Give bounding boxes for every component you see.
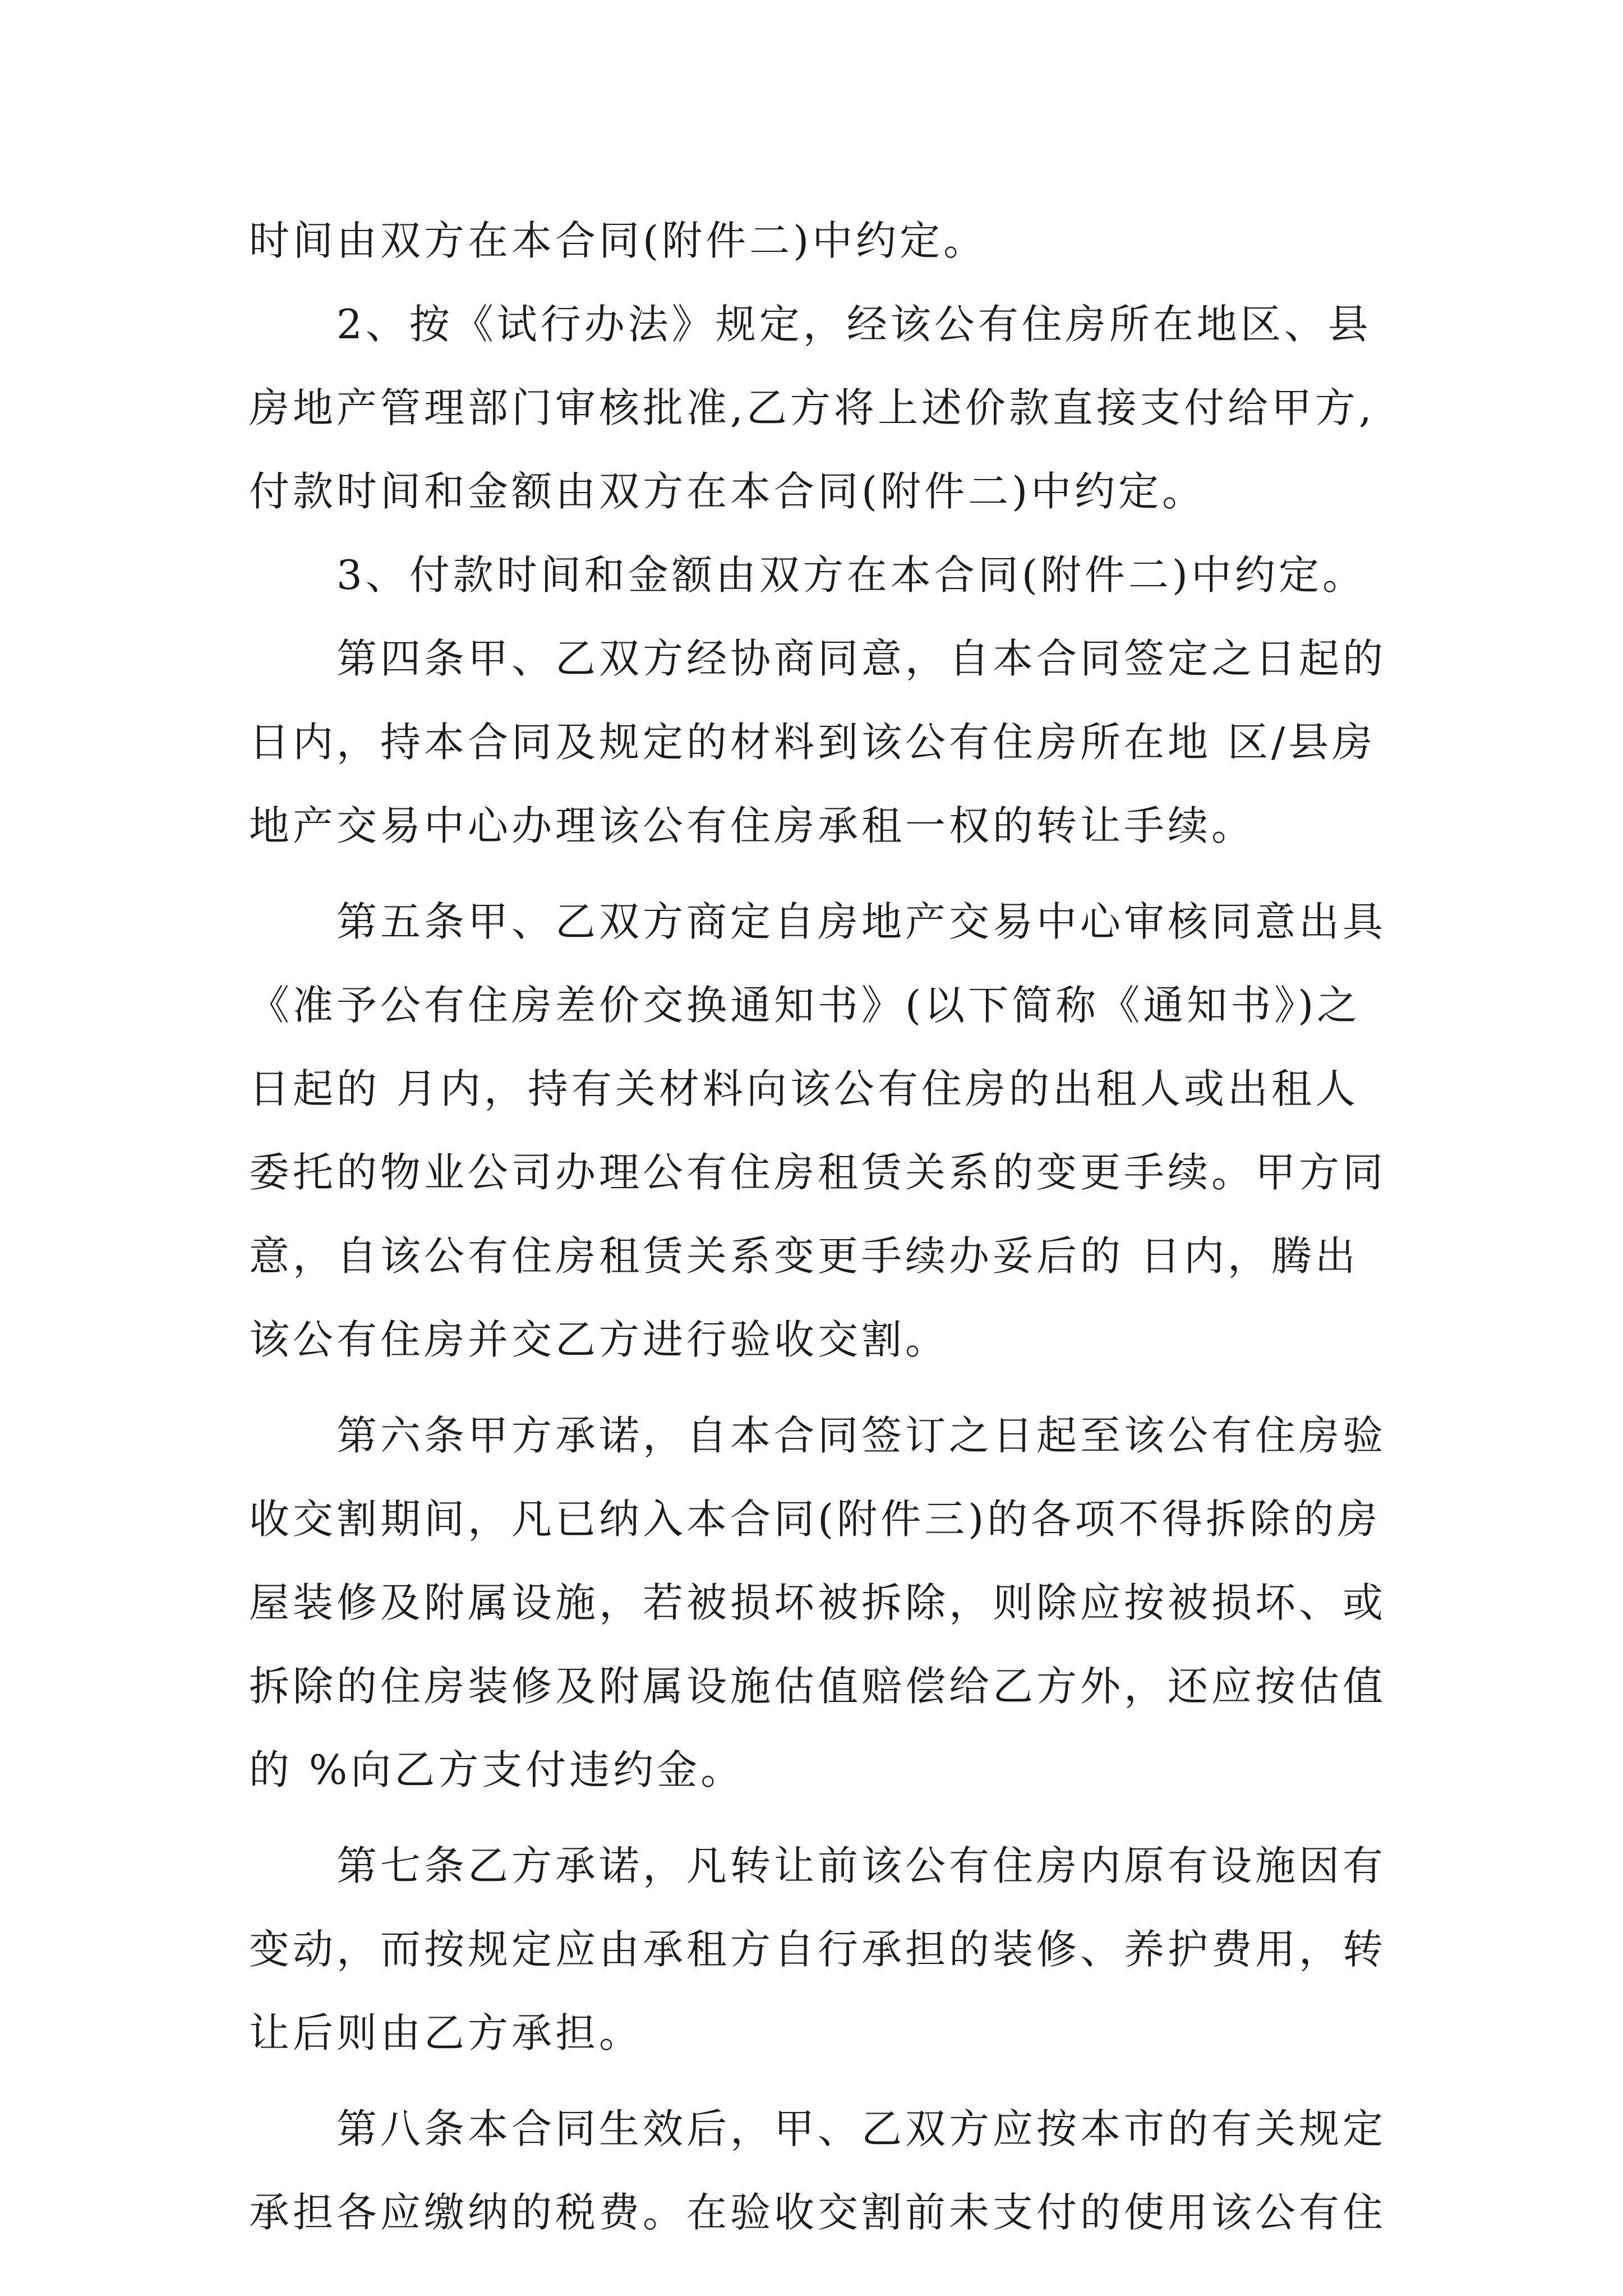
text-line: 房地产管理部门审核批准,乙方将上述价款直接支付给甲方, [249, 384, 1375, 431]
contract-body [249, 199, 1387, 2254]
text-line: 屋装修及附属设施，若被损坏被拆除，则除应按被损坏、或 [249, 1579, 1387, 1626]
text-line: 承担各应缴纳的税费。在验收交割前未支付的使用该公有住 [249, 2189, 1387, 2236]
text-line: 收交割期间，凡已纳入本合同(附件三)的各项不得拆除的房 [249, 1496, 1381, 1543]
text-line: 时间由双方在本合同(附件二)中约定。 [249, 217, 988, 264]
text-line: 《准予公有住房差价交换通知书》(以下简称《通知书》)之 [249, 982, 1361, 1029]
article-4-paragraph: 第四条甲、乙双方经协商同意，自本合同签定之日起的 [336, 635, 1387, 682]
clause-3-paragraph: 3、付款时间和金额由双方在本合同(附件二)中约定。 [336, 551, 1366, 599]
text-line: 地产交易中心办理该公有住房承租一权的转让手续。 [249, 802, 1256, 849]
article-8-paragraph: 第八条本合同生效后，甲、乙双方应按本市的有关规定 [336, 2105, 1387, 2152]
text-line: 让后则由乙方承担。 [249, 2009, 643, 2056]
text-line: 付款时间和金额由双方在本合同(附件二)中约定。 [249, 468, 1206, 515]
article-7-paragraph: 第七条乙方承诺，凡转让前该公有住房内原有设施因有 [336, 1842, 1387, 1889]
text-line: 变动，而按规定应由承租方自行承担的装修、养护费用，转 [249, 1926, 1387, 1973]
clause-2-paragraph: 2、按《试行办法》规定，经该公有住房所在地区、县 [336, 301, 1372, 348]
text-line: 的 %向乙方支付违约金。 [249, 1746, 745, 1793]
text-line: 该公有住房并交乙方进行验收交割。 [249, 1316, 949, 1363]
article-5-paragraph: 第五条甲、乙双方商定自房地产交易中心审核同意出具 [336, 898, 1387, 945]
text-line: 意，自该公有住房租赁关系变更手续办妥后的 日内，腾出 [249, 1232, 1359, 1280]
text-line: 日内，持本合同及规定的材料到该公有住房所在地 区/县房 [249, 719, 1376, 766]
text-line: 委托的物业公司办理公有住房租赁关系的变更手续。甲方同 [249, 1149, 1387, 1196]
text-line: 日起的 月内，持有关材料向该公有住房的出租人或出租人 [249, 1065, 1359, 1112]
article-6-paragraph: 第六条甲方承诺，自本合同签订之日起至该公有住房验 [336, 1412, 1387, 1459]
text-line: 拆除的住房装修及附属设施估值赔偿给乙方外，还应按估值 [249, 1663, 1387, 1710]
